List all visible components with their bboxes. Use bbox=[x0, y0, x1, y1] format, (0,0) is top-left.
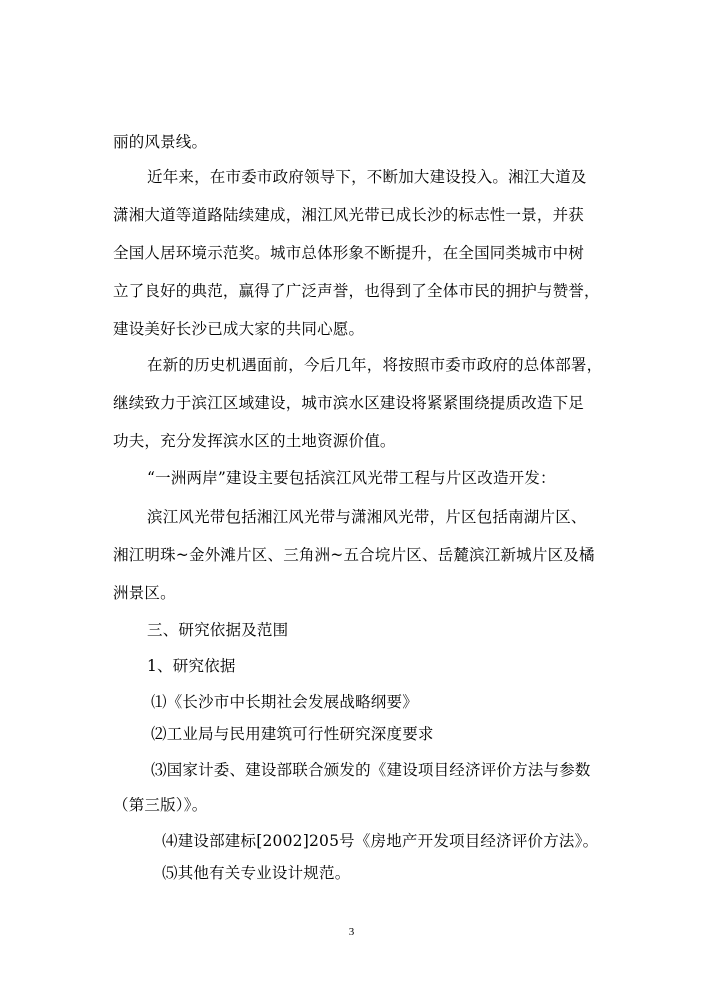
text-line: 立了良好的典范，赢得了广泛声誉，也得到了全体市民的拥护与赞誉， bbox=[113, 282, 600, 300]
subsection-heading: 1、研究依据 bbox=[147, 657, 236, 675]
text-line: 建设美好长沙已成大家的共同心愿。 bbox=[113, 320, 365, 338]
text-line: 丽的风景线。 bbox=[113, 133, 208, 151]
list-item: ⑸其他有关专业设计规范。 bbox=[162, 864, 351, 882]
list-item: ⑶国家计委、建设部联合颁发的《建设项目经济评价方法与参数 bbox=[151, 761, 591, 779]
text-line: 继续致力于滨江区域建设，城市滨水区建设将紧紧围绕提质改造下足 bbox=[113, 394, 585, 412]
text-line: 在新的历史机遇面前，今后几年，将按照市委市政府的总体部署， bbox=[147, 356, 603, 374]
text-line: 滨江风光带包括湘江风光带与潇湘风光带，片区包括南湖片区、 bbox=[147, 508, 587, 526]
text-line: 湘江明珠~金外滩片区、三角洲~五合垸片区、岳麓滨江新城片区及橘 bbox=[113, 546, 595, 564]
list-item: ⑴《长沙市中长期社会发展战略纲要》 bbox=[151, 693, 418, 711]
list-item: ⑷建设部建标[2002]205号《房地产开发项目经济评价方法》。 bbox=[162, 832, 599, 850]
text-line: 功夫，充分发挥滨水区的土地资源价值。 bbox=[113, 432, 396, 450]
page-number: 3 bbox=[348, 926, 355, 938]
text-line: 全国人居环境示范奖。城市总体形象不断提升，在全国同类城市中树 bbox=[113, 244, 585, 262]
list-item: ⑵工业局与民用建筑可行性研究深度要求 bbox=[151, 725, 434, 743]
section-heading: 三、研究依据及范围 bbox=[147, 621, 289, 639]
text-line: 近年来，在市委市政府领导下，不断加大建设投入。湘江大道及 bbox=[147, 168, 587, 186]
text-line: 洲景区。 bbox=[113, 584, 176, 602]
text-line: 潇湘大道等道路陆续建成，湘江风光带已成长沙的标志性一景，并获 bbox=[113, 206, 585, 224]
text-line: “一洲两岸”建设主要包括滨江风光带工程与片区改造开发： bbox=[147, 469, 556, 487]
list-item-continuation: （第三版）》。 bbox=[113, 796, 208, 814]
